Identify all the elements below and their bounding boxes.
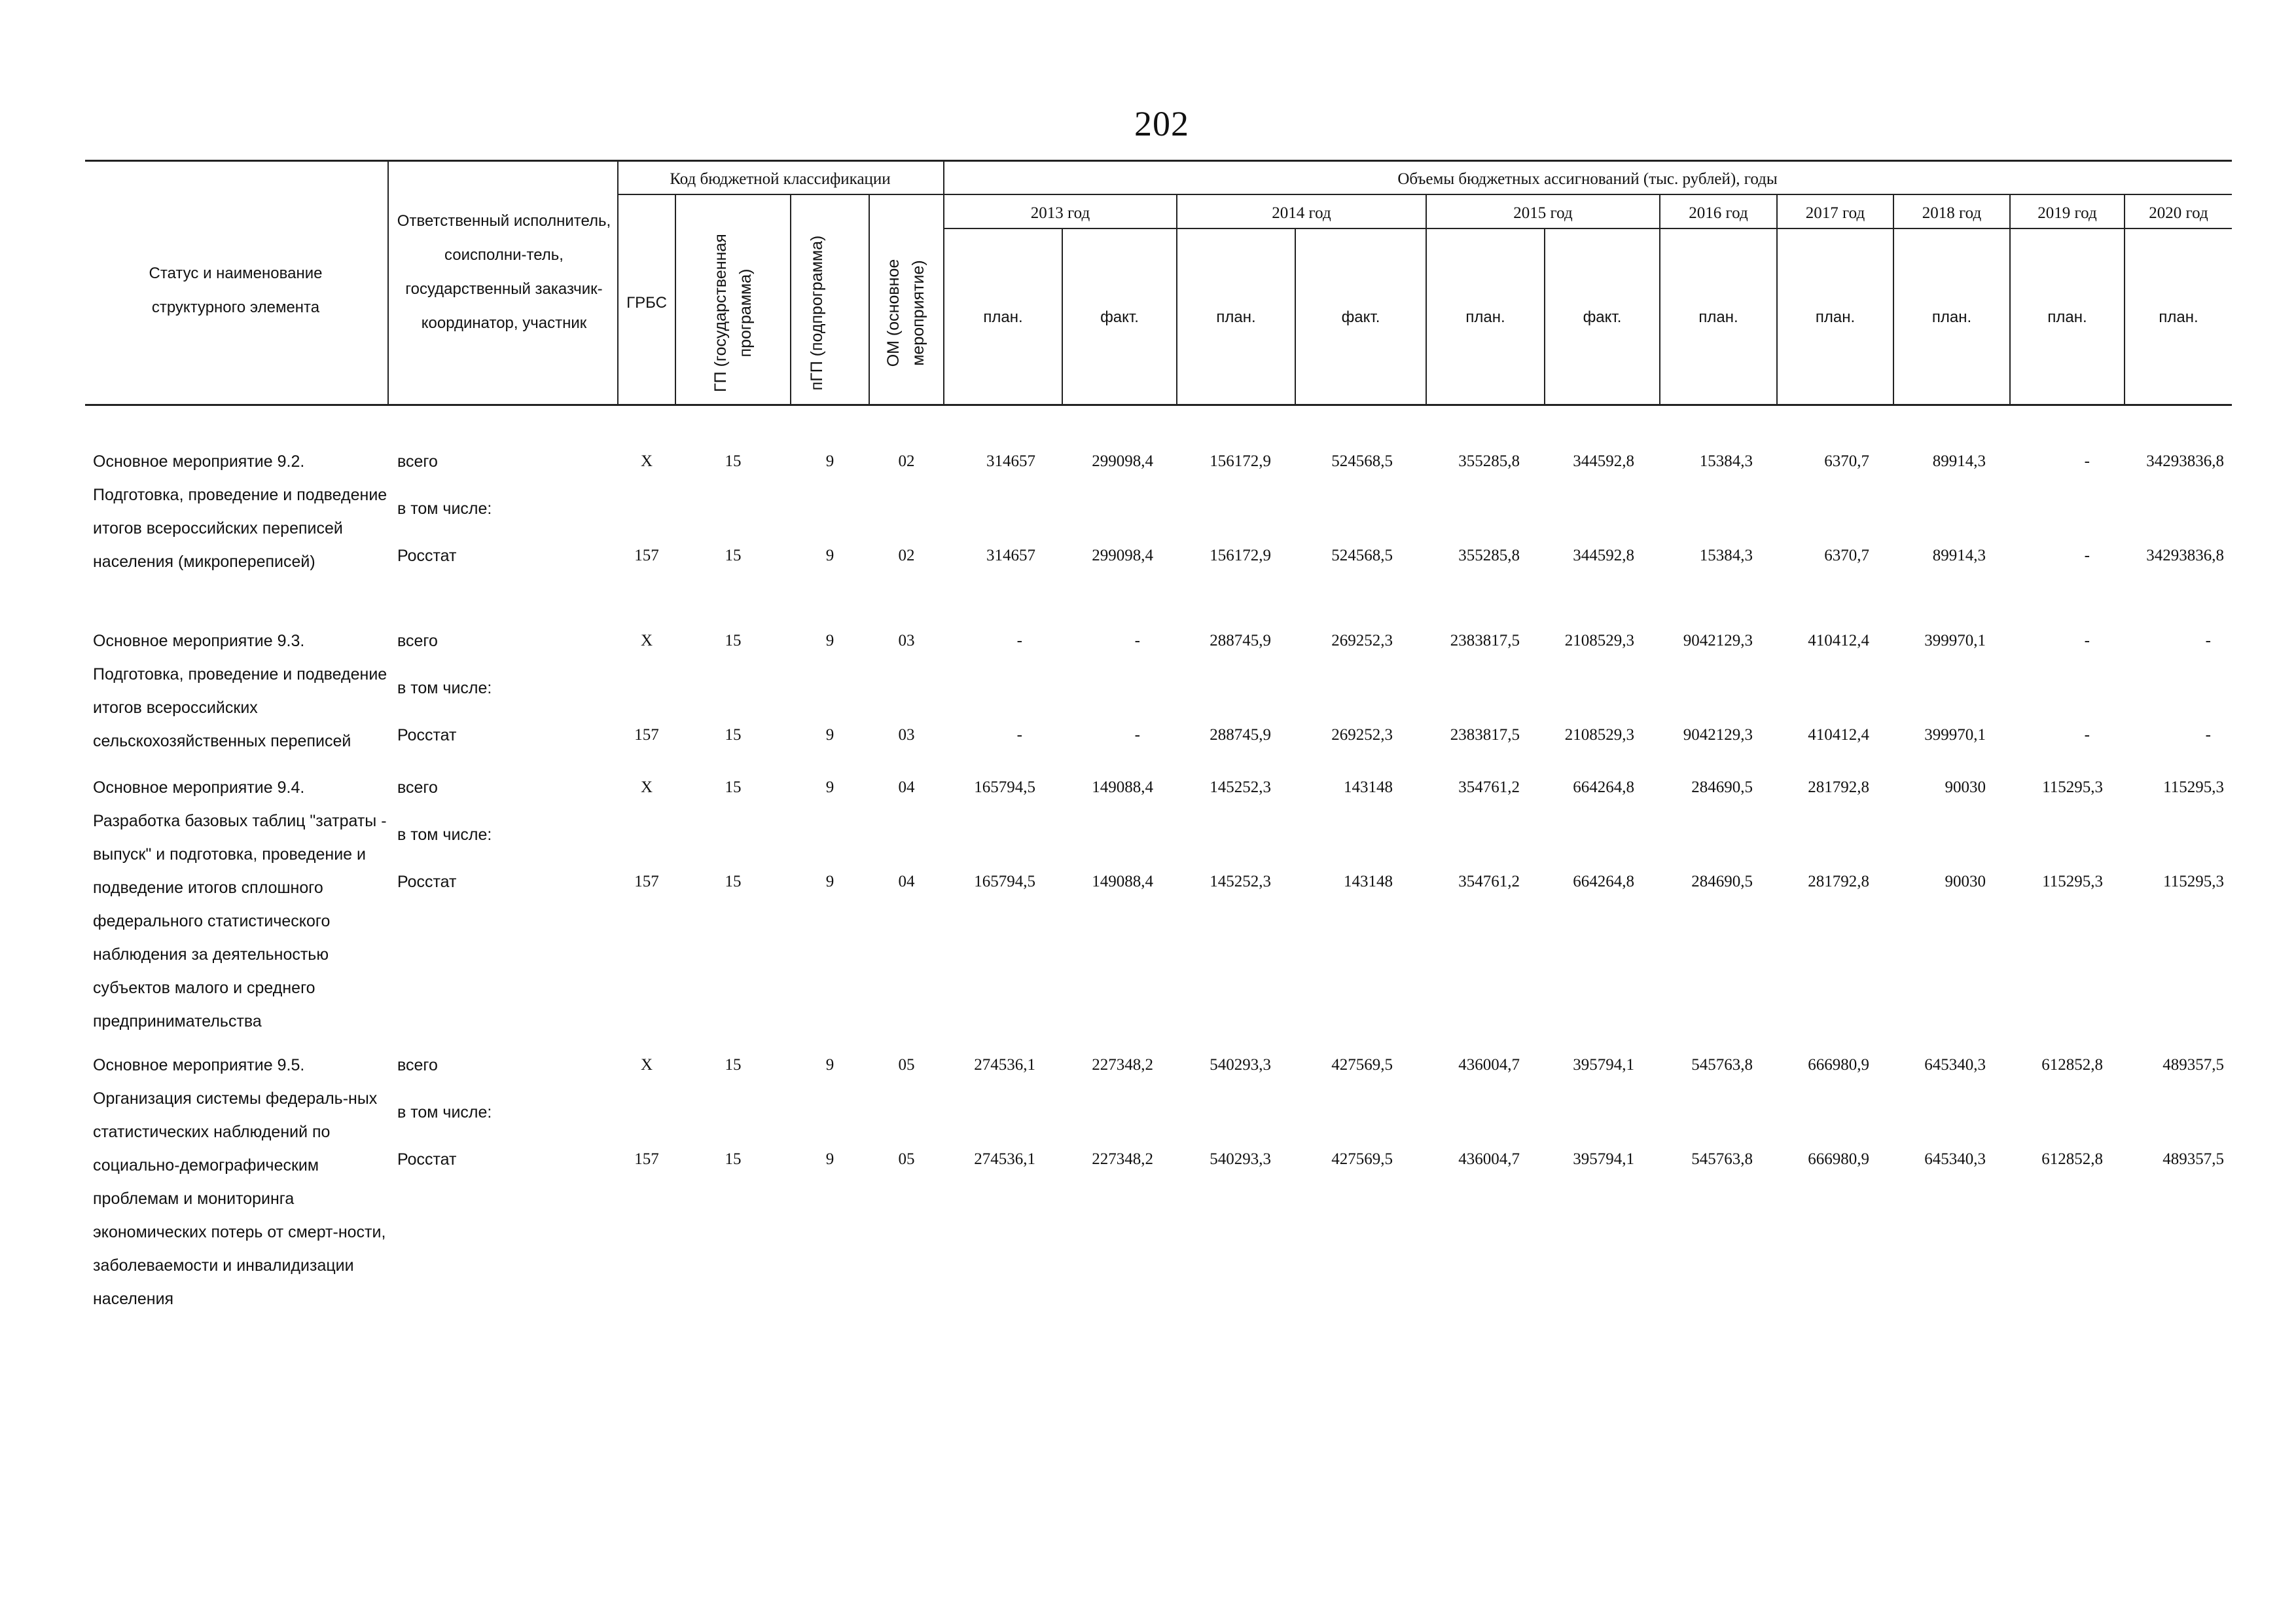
value-cell: -: [1016, 632, 1022, 649]
header-subcol: факт.: [1583, 308, 1622, 326]
header-om: ОМ (основное мероприятие): [884, 259, 927, 367]
value-cell: 274536,1: [974, 1150, 1035, 1168]
header-subcol: план.: [2047, 308, 2087, 326]
header-grbs: ГРБС: [626, 294, 667, 312]
header-year-2017: 2017 год: [1805, 204, 1865, 222]
value-cell: 427569,5: [1331, 1056, 1393, 1074]
row-executor: Росстат: [397, 726, 457, 744]
value-cell: 34293836,8: [2146, 547, 2224, 564]
table-row: [0, 545, 2296, 567]
value-cell: 545763,8: [1691, 1056, 1753, 1074]
header-year-2014: 2014 год: [1272, 204, 1331, 222]
header-volumes: Объемы бюджетных ассигнований (тыс. рублей), годы: [1397, 170, 1778, 188]
value-cell: 288745,9: [1210, 726, 1271, 744]
table-row: [0, 1101, 2296, 1123]
value-cell: 288745,9: [1210, 632, 1271, 649]
value-cell: 227348,2: [1092, 1150, 1153, 1168]
row-executor: в том числе:: [397, 500, 492, 518]
value-cell: 395794,1: [1573, 1056, 1634, 1074]
value-cell: 90030: [1945, 778, 1986, 796]
value-cell: 34293836,8: [2146, 452, 2224, 470]
value-cell: 143148: [1344, 778, 1393, 796]
value-cell: 524568,5: [1331, 547, 1393, 564]
value-cell: 9042129,3: [1683, 726, 1753, 744]
value-cell: 15384,3: [1699, 547, 1753, 564]
value-cell: 395794,1: [1573, 1150, 1634, 1168]
code-grbs: X: [640, 1056, 653, 1074]
table-row: [0, 824, 2296, 846]
code-om: 03: [898, 726, 915, 744]
code-pgp: 9: [825, 726, 834, 744]
value-cell: 355285,8: [1458, 547, 1520, 564]
code-om: 02: [898, 547, 915, 564]
value-cell: 165794,5: [974, 778, 1035, 796]
row-executor: всего: [397, 632, 438, 650]
value-cell: 156172,9: [1210, 452, 1271, 470]
value-cell: 612852,8: [2041, 1056, 2103, 1074]
header-executor: Ответственный исполнитель, соисполни-тель, государственный заказчик-координатор, участник: [397, 212, 611, 332]
value-cell: 664264,8: [1573, 873, 1634, 890]
value-cell: 2108529,3: [1564, 726, 1634, 744]
value-cell: 143148: [1344, 873, 1393, 890]
row-executor: Росстат: [397, 1150, 457, 1169]
value-cell: 436004,7: [1458, 1056, 1520, 1074]
value-cell: 354761,2: [1458, 778, 1520, 796]
code-pgp: 9: [825, 632, 834, 649]
code-om: 04: [898, 873, 915, 890]
header-status-name: Статус и наименование структурного элемента: [149, 264, 323, 316]
value-cell: 115295,3: [2042, 873, 2103, 890]
value-cell: 666980,9: [1808, 1056, 1869, 1074]
header-pgp: пГП (подпрограмма): [808, 235, 826, 391]
value-cell: 299098,4: [1092, 547, 1153, 564]
record-name: Основное мероприятие 9.4. Разработка базовых таблиц "затраты - выпуск" и подготовка, проведение и подведение итогов сплошного федерального статистического наблюдения за деятельностью субъектов малого и среднего предпринимательства: [93, 778, 387, 1030]
value-cell: 666980,9: [1808, 1150, 1869, 1168]
value-cell: 2383817,5: [1450, 726, 1520, 744]
value-cell: 269252,3: [1331, 726, 1393, 744]
header-year-2018: 2018 год: [1922, 204, 1982, 222]
header-year-2015: 2015 год: [1513, 204, 1573, 222]
row-executor: всего: [397, 452, 438, 471]
value-cell: 540293,3: [1210, 1056, 1271, 1074]
value-cell: 9042129,3: [1683, 632, 1753, 649]
value-cell: 89914,3: [1932, 547, 1986, 564]
header-year-2016: 2016 год: [1689, 204, 1748, 222]
header-subcol: факт.: [1341, 308, 1380, 326]
value-cell: -: [1134, 726, 1140, 744]
code-om: 05: [898, 1056, 915, 1074]
table-row: [0, 450, 2296, 473]
value-cell: 427569,5: [1331, 1150, 1393, 1168]
value-cell: 284690,5: [1691, 778, 1753, 796]
value-cell: 149088,4: [1092, 873, 1153, 890]
value-cell: 524568,5: [1331, 452, 1393, 470]
code-pgp: 9: [825, 1150, 834, 1168]
value-cell: 281792,8: [1808, 778, 1869, 796]
row-executor: Росстат: [397, 873, 457, 891]
table-row: [0, 1148, 2296, 1171]
header-subcol: план.: [1698, 308, 1738, 326]
page-number: 202: [1134, 104, 1189, 143]
value-cell: 612852,8: [2041, 1150, 2103, 1168]
table-row: [0, 630, 2296, 652]
value-cell: 90030: [1945, 873, 1986, 890]
table-row: [0, 724, 2296, 746]
header-year-2020: 2020 год: [2149, 204, 2208, 222]
code-grbs: 157: [634, 726, 659, 744]
value-cell: -: [2084, 726, 2090, 744]
row-executor: Росстат: [397, 547, 457, 565]
table-row: [0, 871, 2296, 893]
value-cell: 410412,4: [1808, 632, 1869, 649]
code-gp: 15: [725, 452, 742, 470]
value-cell: 355285,8: [1458, 452, 1520, 470]
header-subcol: план.: [2159, 308, 2198, 326]
value-cell: 2383817,5: [1450, 632, 1520, 649]
value-cell: 489357,5: [2162, 1150, 2224, 1168]
value-cell: -: [2084, 452, 2090, 470]
code-grbs: 157: [634, 547, 659, 564]
value-cell: -: [2205, 632, 2211, 649]
table-row: [0, 1054, 2296, 1076]
value-cell: 89914,3: [1932, 452, 1986, 470]
header-gp: ГП (государственная программа): [711, 234, 755, 392]
value-cell: 344592,8: [1573, 452, 1634, 470]
value-cell: -: [2084, 547, 2090, 564]
value-cell: 115295,3: [2042, 778, 2103, 796]
row-executor: в том числе:: [397, 826, 492, 844]
value-cell: 227348,2: [1092, 1056, 1153, 1074]
value-cell: 156172,9: [1210, 547, 1271, 564]
value-cell: 354761,2: [1458, 873, 1520, 890]
value-cell: 274536,1: [974, 1056, 1035, 1074]
header-subcol: план.: [1931, 308, 1972, 326]
value-cell: 540293,3: [1210, 1150, 1271, 1168]
value-cell: 2108529,3: [1564, 632, 1634, 649]
value-cell: 344592,8: [1573, 547, 1634, 564]
value-cell: 165794,5: [974, 873, 1035, 890]
value-cell: 314657: [986, 547, 1035, 564]
header-subcol: план.: [983, 308, 1023, 326]
value-cell: 281792,8: [1808, 873, 1869, 890]
value-cell: 115295,3: [2163, 778, 2224, 796]
code-gp: 15: [725, 778, 742, 796]
header-subcol: план.: [1815, 308, 1856, 326]
value-cell: 145252,3: [1210, 873, 1271, 890]
value-cell: 6370,7: [1824, 452, 1869, 470]
row-executor: в том числе:: [397, 679, 492, 697]
value-cell: 145252,3: [1210, 778, 1271, 796]
record-name: Основное мероприятие 9.5. Организация системы федераль-ных статистических наблюдений по социально-демографическим проблемам и мониторинга экономических потерь от смерт-ности, заболеваемости и инвалидизации населения: [93, 1056, 386, 1308]
row-executor: всего: [397, 778, 438, 797]
header-subcol: план.: [1216, 308, 1256, 326]
code-gp: 15: [725, 873, 742, 890]
code-gp: 15: [725, 632, 742, 649]
code-pgp: 9: [825, 778, 834, 796]
value-cell: 645340,3: [1924, 1150, 1986, 1168]
code-grbs: X: [640, 778, 653, 796]
table-row: [0, 498, 2296, 520]
code-gp: 15: [725, 1150, 742, 1168]
table-row: [0, 776, 2296, 799]
value-cell: 645340,3: [1924, 1056, 1986, 1074]
row-executor: всего: [397, 1056, 438, 1074]
value-cell: 299098,4: [1092, 452, 1153, 470]
code-grbs: X: [640, 632, 653, 649]
code-pgp: 9: [825, 547, 834, 564]
code-om: 03: [898, 632, 915, 649]
code-pgp: 9: [825, 452, 834, 470]
value-cell: 410412,4: [1808, 726, 1869, 744]
header-subcol: факт.: [1100, 308, 1139, 326]
value-cell: 284690,5: [1691, 873, 1753, 890]
value-cell: 115295,3: [2163, 873, 2224, 890]
value-cell: 6370,7: [1824, 547, 1869, 564]
code-pgp: 9: [825, 1056, 834, 1074]
value-cell: -: [1016, 726, 1022, 744]
header-year-2013: 2013 год: [1030, 204, 1090, 222]
value-cell: 399970,1: [1924, 726, 1986, 744]
value-cell: -: [2205, 726, 2211, 744]
code-grbs: X: [640, 452, 653, 470]
code-om: 04: [898, 778, 915, 796]
code-grbs: 157: [634, 1150, 659, 1168]
code-om: 05: [898, 1150, 915, 1168]
code-gp: 15: [725, 726, 742, 744]
value-cell: -: [2084, 632, 2090, 649]
record-name: Основное мероприятие 9.3. Подготовка, проведение и подведение итогов всероссийских сельскохозяйственных переписей: [93, 632, 387, 750]
value-cell: 489357,5: [2162, 1056, 2224, 1074]
row-executor: в том числе:: [397, 1103, 492, 1122]
code-gp: 15: [725, 547, 742, 564]
value-cell: 314657: [986, 452, 1035, 470]
value-cell: -: [1134, 632, 1140, 649]
code-om: 02: [898, 452, 915, 470]
value-cell: 664264,8: [1573, 778, 1634, 796]
header-subcol: план.: [1465, 308, 1505, 326]
value-cell: 269252,3: [1331, 632, 1393, 649]
table-header: [0, 0, 2296, 419]
value-cell: 15384,3: [1699, 452, 1753, 470]
header-budget-code: Код бюджетной классификации: [670, 170, 891, 188]
code-pgp: 9: [825, 873, 834, 890]
table-row: [0, 677, 2296, 699]
value-cell: 436004,7: [1458, 1150, 1520, 1168]
record-name: Основное мероприятие 9.2. Подготовка, проведение и подведение итогов всероссийских переписей населения (микропереписей): [93, 452, 387, 571]
code-gp: 15: [725, 1056, 742, 1074]
code-grbs: 157: [634, 873, 659, 890]
value-cell: 545763,8: [1691, 1150, 1753, 1168]
header-year-2019: 2019 год: [2037, 204, 2097, 222]
value-cell: 149088,4: [1092, 778, 1153, 796]
value-cell: 399970,1: [1924, 632, 1986, 649]
